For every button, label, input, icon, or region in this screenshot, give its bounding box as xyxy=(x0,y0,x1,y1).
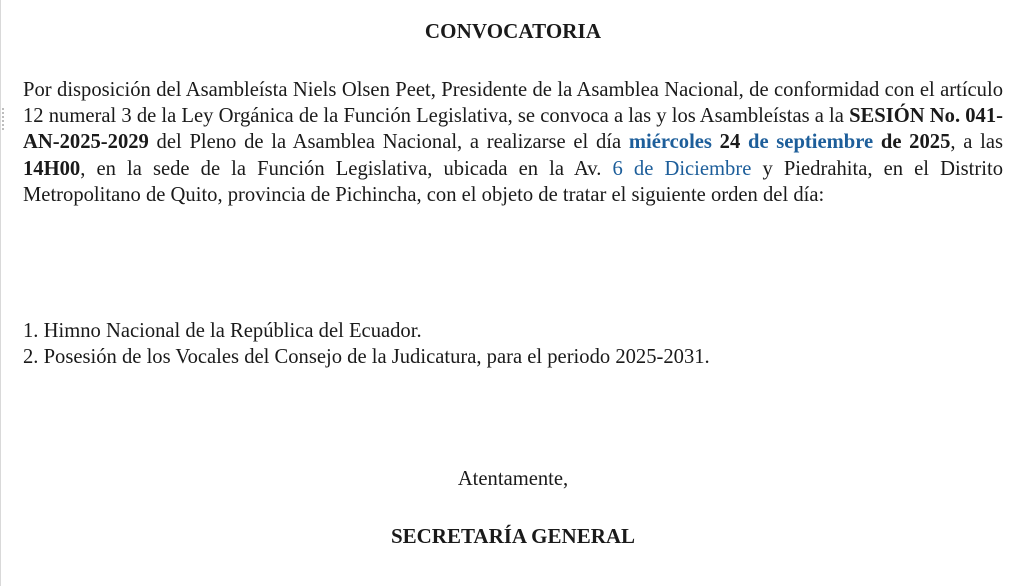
paragraph-closing: y Piedrahita, en el Distrito Metropolitano de Quito, provincia de Pichincha, con el objeto de tratar el siguiente orden del día: xyxy=(23,157,1004,206)
session-number: SESIÓN No. 041-AN-2025-2029 xyxy=(23,105,1003,154)
document-title: CONVOCATORIA xyxy=(424,19,602,43)
agenda-item: 1. Himno Nacional de la República del Ecuador. xyxy=(23,320,422,342)
session-day: 24 xyxy=(719,131,741,154)
closing-text: Atentamente, xyxy=(457,468,569,490)
agenda-list xyxy=(23,318,1003,370)
session-time: 14H00 xyxy=(23,157,81,180)
session-month: de septiembre xyxy=(747,131,874,154)
agenda-item: 2. Posesión de los Vocales del Consejo de la Judicatura, para el periodo 2025-2031. xyxy=(23,346,710,369)
paragraph-venue: , en la sede de la Función Legislativa, ubicada en la Av. xyxy=(80,157,613,180)
paragraph-location-intro: del Pleno de la Asamblea Nacional, a realizarse el día xyxy=(148,131,629,154)
session-weekday: miércoles xyxy=(628,131,712,154)
margin-marker xyxy=(2,108,4,130)
address-link[interactable]: 6 de Diciembre xyxy=(612,157,752,180)
session-year: de 2025 xyxy=(880,131,951,154)
signature: SECRETARÍA GENERAL xyxy=(390,524,636,548)
convocation-paragraph: Por disposición del Asambleísta Niels Olsen Peet, Presidente de la Asamblea Nacional, de conformidad con el artículo 12 numeral 3 de la Ley Orgánica de la Función Legislativa, se convoca a las y los Asambleístas a la SESIÓN No. 041-AN-2025-2029 del Pleno de la Asamblea Nacional, a realizarse el día miércoles 24 de septiembre de 2025, a las 14H00, en la sede de la Función Legislativa, ubicada en la Av. 6 de Diciembre y Piedrahita, en el Distrito Metropolitano de Quito, provincia de Pichincha, con el objeto de tratar el siguiente orden del día: xyxy=(23,79,1004,206)
paragraph-intro: Por disposición del Asambleísta Niels Olsen Peet, Presidente de la Asamblea Nacional, de conformidad con el artículo 12 numeral 3 de la Ley Orgánica de la Función Legislativa, se convoca a las y los Asambleístas a la xyxy=(23,79,1003,128)
